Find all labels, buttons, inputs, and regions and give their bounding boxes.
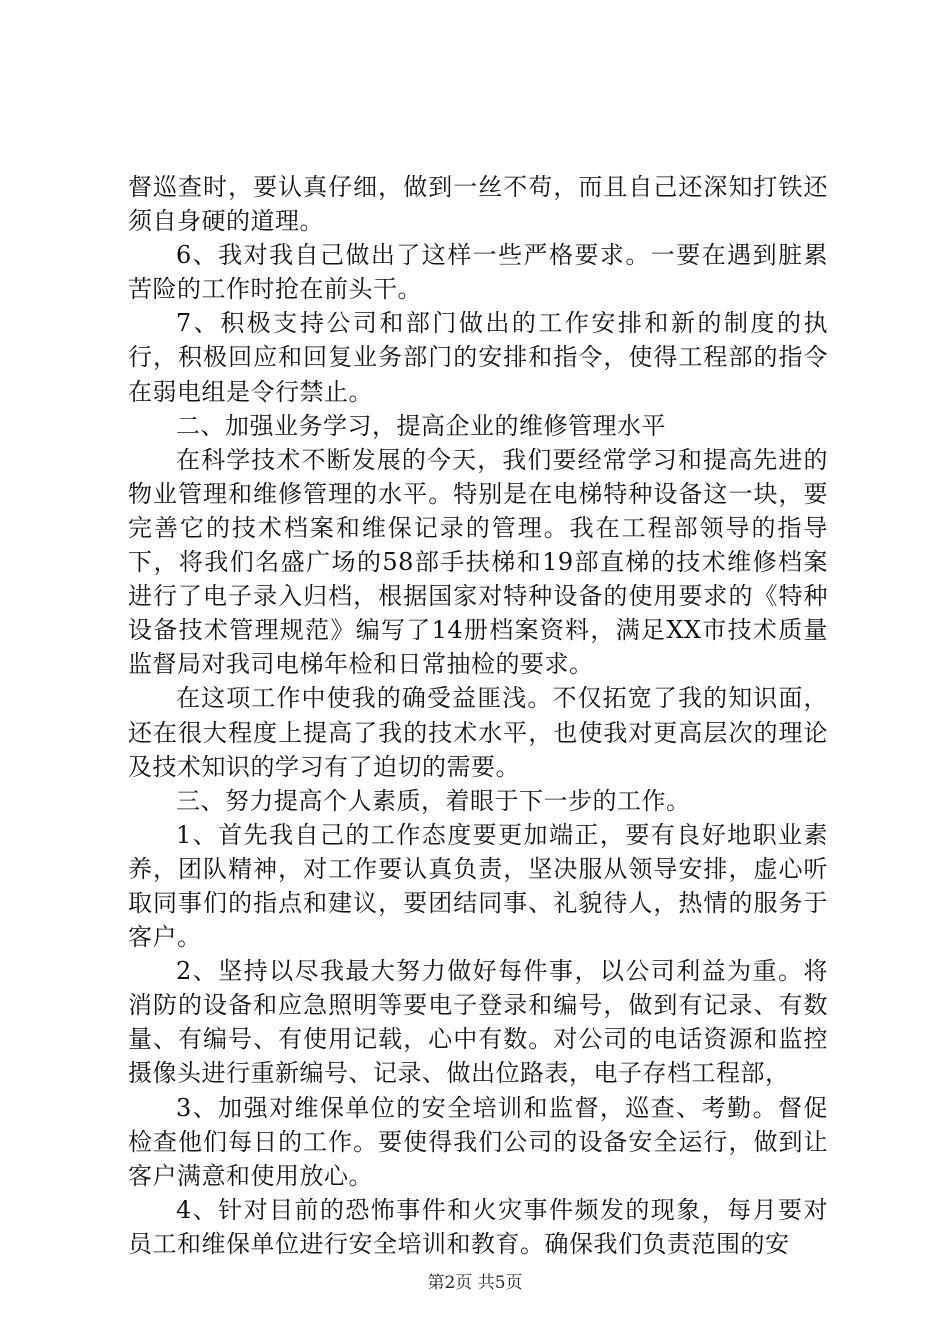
section-heading-3: 三、努力提高个人素质，着眼于下一步的工作。: [176, 786, 691, 815]
paragraph-1: 督巡查时，要认真仔细，做到一丝不苟，而且自己还深知打铁还须自身硬的道理。: [128, 173, 828, 236]
paragraph-6: 在这项工作中使我的确受益匪浅。不仅拓宽了我的知识面，还在很大程度上提高了我的技术水平，也使我对更高层次的理论及技术知识的学习有了迫切的需要。: [128, 684, 828, 781]
paragraph-10: 3、加强对维保单位的安全培训和监督，巡查、考勤。督促检查他们每日的工作。要使得我们公司的设备安全运行，做到让客户满意和使用放心。: [128, 1093, 828, 1190]
paragraph-9: 2、坚持以尽我最大努力做好每件事，以公司利益为重。将消防的设备和应急照明等要电子登录和编号，做到有记录、有数量、有编号、有使用记载，心中有数。对公司的电话资源和监控摄像头进行重新编号、记录、做出位路表，电子存档工程部，: [128, 957, 828, 1088]
paragraph-3: 7、积极支持公司和部门做出的工作安排和新的制度的执行，积极回应和回复业务部门的安排和指令，使得工程部的指令在弱电组是令行禁止。: [128, 309, 828, 406]
paragraph-11: 4、针对目前的恐怖事件和火灾事件频发的现象，每月要对员工和维保单位进行安全培训和教育。确保我们负责范围的安: [128, 1195, 828, 1258]
document-body: [128, 170, 828, 1261]
paragraph-5: 在科学技术不断发展的今天，我们要经常学习和提高先进的物业管理和维修管理的水平。特别是在电梯特种设备这一块，要完善它的技术档案和维保记录的管理。我在工程部领导的指导下，将我们名盛广场的58部手扶梯和19部直梯的技术维修档案进行了电子录入归档，根据国家对特种设备的使用要求的《特种设备技术管理规范》编写了14册档案资料，满足XX市技术质量监督局对我司电梯年检和日常抽检的要求。: [128, 445, 828, 679]
paragraph-8: 1、首先我自己的工作态度要更加端正，要有良好地职业素养，团队精神，对工作要认真负责，坚决服从领导安排，虚心听取同事们的指点和建议，要团结同事、礼貌待人，热情的服务于客户。: [128, 820, 828, 952]
section-heading-2: 二、加强业务学习，提高企业的维修管理水平: [176, 411, 666, 440]
paragraph-2: 6、我对我自己做出了这样一些严格要求。一要在遇到脏累苦险的工作时抢在前头干。: [128, 241, 828, 304]
page-indicator: 第2页 共5页: [427, 1273, 523, 1293]
page-footer: [0, 1272, 950, 1294]
